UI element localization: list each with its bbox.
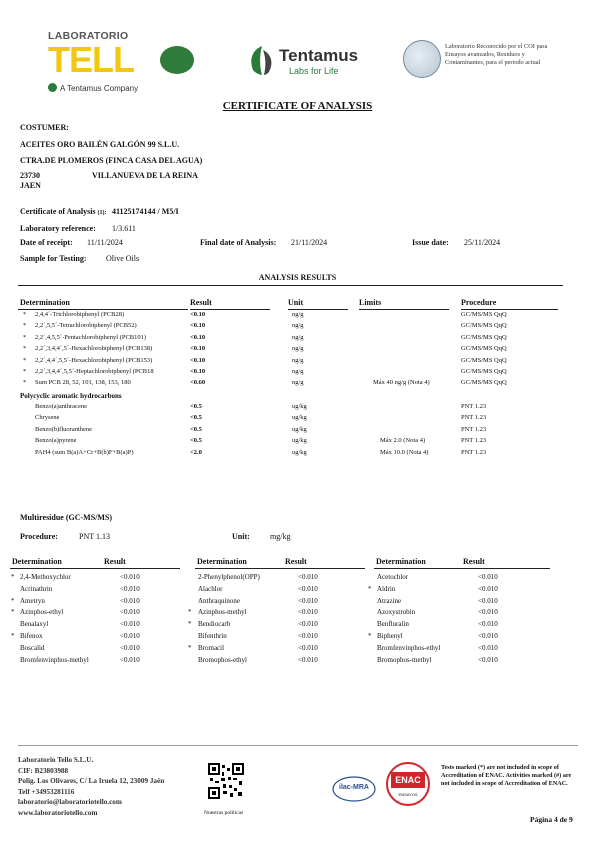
results-top-rule: [18, 285, 563, 286]
mr-rule-1: [10, 568, 180, 569]
pah-name: PAH4 (sum B(a)A+Cr+B(b)F+B(a)P): [35, 448, 134, 456]
residue-result: <0.010: [298, 620, 318, 629]
residue-name: Azinphos-ethyl: [20, 608, 64, 617]
mr-unit-label: Unit:: [232, 532, 250, 541]
footer-line-phone: Telf +34953281116: [18, 787, 75, 796]
pah-heading: Polycyclic aromatic hydrocarbons: [20, 392, 122, 400]
not-accredited-mark: *: [368, 584, 372, 593]
pah-result: <0.5: [190, 437, 202, 445]
not-accredited-mark: *: [11, 632, 15, 640]
mr-unit-value: mg/kg: [270, 532, 291, 541]
pcb-unit: ng/g: [292, 379, 304, 387]
coa-label-sup: (1):: [97, 210, 107, 216]
residue-name: 2,4-Methoxychlor: [20, 573, 71, 581]
mr-col1-det: Determination: [12, 557, 62, 566]
coa-label: [20, 207, 107, 216]
coa-value: 41125174144 / M5/I: [112, 207, 179, 216]
residue-result: <0.010: [298, 632, 318, 640]
tentamus-tagline: Labs for Life: [289, 66, 339, 76]
residue-result: <0.010: [298, 596, 318, 605]
lab-ref-label: Laboratory reference:: [20, 224, 96, 233]
lab-ref-value: 1/3.611: [112, 224, 136, 233]
tello-logo-brand: TELL: [48, 39, 134, 80]
pcb-result: <0.10: [190, 333, 206, 341]
residue-name: Boscalid: [20, 643, 45, 652]
not-accredited-mark: *: [11, 608, 15, 617]
not-accredited-mark: *: [188, 608, 192, 617]
customer-address: CTRA.DE PLOMEROS (FINCA CASA DEL AGUA): [20, 156, 203, 165]
pah-unit: ug/kg: [292, 403, 307, 410]
pcb-limit: Máx 40 ng/g (Nota 4): [373, 379, 430, 387]
tentamus-leaf-icon: [247, 44, 277, 76]
pcb-unit: ng/g: [292, 356, 304, 364]
not-accredited-mark: *: [188, 643, 192, 652]
ilac-text: ilac-MRA: [339, 784, 369, 791]
residue-name: Bromophos-ethyl: [198, 655, 247, 664]
customer-postcode: 23730: [20, 171, 40, 180]
pcb-name: Sum PCB 28, 52, 101, 138, 153, 180: [35, 379, 131, 387]
footer-line-company: Laboratorio Tello S.L.U.: [18, 756, 94, 764]
col-rule-result: [190, 309, 270, 310]
pcb-unit: ng/g: [292, 322, 304, 330]
pcb-name: 2,4,4´-Trichlorobiphenyl (PCB28): [35, 311, 125, 318]
sample-label: Sample for Testing:: [20, 254, 87, 263]
tello-logo-circle: [160, 46, 194, 74]
pcb-result: <0.10: [190, 368, 206, 375]
ilac-mra-logo: [331, 774, 377, 804]
pah-unit: ug/kg: [292, 425, 307, 433]
residue-name: Bromophos-methyl: [377, 655, 432, 664]
pcb-name: 2,2´,3,4,4´,5´-Hexachlorobiphenyl (PCB138): [35, 345, 153, 353]
pcb-result: <0.10: [190, 356, 206, 364]
mr-rule-2: [195, 568, 365, 569]
residue-name: Bifenox: [20, 632, 43, 640]
residue-result: <0.010: [478, 620, 498, 629]
pah-name: Benzo(a)pyrene: [35, 437, 77, 445]
qr-code-icon[interactable]: [208, 763, 244, 799]
not-accredited-mark: *: [11, 596, 15, 605]
residue-result: <0.010: [120, 643, 140, 652]
page-number: Página 4 de 9: [530, 815, 573, 824]
residue-name: Bromfenvinphos-methyl: [20, 655, 89, 664]
pcb-procedure: GC/MS/MS QqQ: [461, 379, 507, 387]
mr-rule-3: [374, 568, 550, 569]
pcb-procedure: GC/MS/MS QqQ: [461, 311, 507, 318]
customer-town: VILLANUEVA DE LA REINA: [92, 171, 198, 180]
issue-date-value: 25/11/2024: [464, 238, 501, 247]
pcb-procedure: GC/MS/MS QqQ: [461, 368, 507, 375]
enac-logo: [386, 762, 430, 816]
col-result: Result: [190, 298, 212, 307]
sample-value: Olive Oils: [106, 254, 140, 263]
residue-result: <0.010: [478, 632, 498, 640]
residue-name: Alachlor: [198, 584, 223, 593]
not-accredited-mark: *: [188, 620, 192, 629]
not-accredited-mark: *: [23, 322, 27, 330]
footer-line-web[interactable]: www.laboratoriotello.com: [18, 808, 98, 817]
residue-result: <0.010: [298, 608, 318, 617]
residue-result: <0.010: [120, 632, 140, 640]
pcb-name: 2,2´,4,4´,5,5´-Hexachlorobiphenyl (PCB153): [35, 356, 153, 364]
residue-name: Biphenyl: [377, 632, 403, 640]
pah-result: <0.5: [190, 403, 202, 410]
enac-text: ENAC: [391, 772, 425, 788]
not-accredited-mark: *: [23, 368, 27, 375]
pcb-unit: ng/g: [292, 333, 304, 341]
coi-globe-icon: [403, 40, 441, 78]
pcb-procedure: GC/MS/MS QqQ: [461, 345, 507, 353]
col-rule-det: [18, 309, 188, 310]
residue-result: <0.010: [120, 620, 140, 629]
residue-result: <0.010: [120, 655, 140, 664]
pah-limit: Máx 10.0 (Nota 4): [380, 448, 429, 456]
tello-logo-sub: A Tentamus Company: [60, 84, 139, 93]
residue-result: <0.010: [478, 573, 498, 581]
residue-name: Azoxystrobin: [377, 608, 416, 617]
residue-result: <0.010: [120, 608, 140, 617]
enac-sub: ENSAYOS: [398, 792, 418, 797]
footer-address: [18, 755, 198, 818]
residue-result: <0.010: [298, 643, 318, 652]
residue-name: Anthraquinone: [198, 596, 240, 605]
pcb-name: 2,2´,3,4,4´,5,5´-Heptachlorobiphenyl (PCB18: [35, 368, 154, 375]
pcb-procedure: GC/MS/MS QqQ: [461, 356, 507, 364]
mr-procedure-value: PNT 1.13: [79, 532, 110, 541]
residue-result: <0.010: [478, 655, 498, 664]
pah-procedure: PNT 1.23: [461, 403, 487, 410]
pah-limit: Máx 2.0 (Nota 4): [380, 437, 426, 445]
customer-label: COSTUMER:: [20, 123, 69, 132]
pah-result: <0.5: [190, 414, 202, 422]
mr-col3-res: Result: [463, 557, 485, 566]
not-accredited-mark: *: [368, 632, 372, 640]
coi-text: Laboratorio Reconocido por el COI para Ensayos avanzados, Residuos y Contaminantes, para el periodo actual: [445, 43, 548, 66]
customer-name: ACEITES ORO BAILÉN GALGÓN 99 S.L.U.: [20, 140, 180, 149]
mr-col2-det: Determination: [197, 557, 247, 566]
residue-result: <0.010: [478, 608, 498, 617]
customer-province: JAEN: [20, 181, 41, 190]
residue-result: <0.010: [120, 584, 140, 593]
qr-caption: Nuestras políticas: [204, 810, 244, 816]
not-accredited-mark: *: [23, 345, 27, 353]
tentamus-name: Tentamus: [279, 46, 359, 65]
residue-result: <0.010: [298, 584, 318, 593]
pcb-name: 2,2´,5,5´-Tetrachlorobiphenyl (PCB52): [35, 322, 137, 330]
col-rule-limits: [359, 309, 449, 310]
pah-procedure: PNT 1.23: [461, 437, 487, 445]
pah-procedure: PNT 1.23: [461, 448, 487, 456]
pah-result: <0.5: [190, 425, 202, 433]
col-rule-proc: [461, 309, 558, 310]
pcb-unit: ng/g: [292, 368, 304, 375]
mr-col3-det: Determination: [376, 557, 426, 566]
receipt-date-value: 11/11/2024: [87, 238, 123, 247]
residue-name: 2-Phenylphenol(OPP): [198, 573, 260, 581]
residue-name: Azinphos-methyl: [198, 608, 247, 617]
final-date-label: Final date of Analysis:: [200, 238, 277, 247]
pah-name: Chrysene: [35, 414, 60, 422]
residue-result: <0.010: [478, 596, 498, 605]
not-accredited-mark: *: [23, 356, 27, 364]
residue-name: Benfluralin: [377, 620, 409, 629]
pah-name: Benzo(b)fluoranthene: [35, 425, 93, 433]
not-accredited-mark: *: [23, 333, 27, 341]
multiresidue-heading: Multiresidue (GC-MS/MS): [20, 513, 113, 522]
pcb-result: <0.10: [190, 311, 206, 318]
not-accredited-mark: *: [23, 379, 27, 387]
residue-name: Bifenthrin: [198, 632, 227, 640]
pcb-unit: ng/g: [292, 311, 304, 318]
pah-procedure: PNT 1.23: [461, 414, 487, 422]
residue-name: Bendiocarb: [198, 620, 231, 629]
pah-unit: ug/kg: [292, 437, 307, 445]
mr-procedure-label: Procedure:: [20, 532, 58, 541]
residue-result: <0.010: [298, 655, 318, 664]
pcb-procedure: GC/MS/MS QqQ: [461, 333, 507, 341]
coi-logo: [403, 40, 563, 80]
tentamus-mini-icon: [48, 83, 57, 92]
pah-unit: ug/kg: [292, 414, 307, 422]
residue-result: <0.010: [478, 643, 498, 652]
residue-result: <0.010: [120, 573, 140, 581]
footer-line-email[interactable]: laboratorio@laboratoriotello.com: [18, 798, 122, 806]
col-rule-unit: [288, 309, 348, 310]
pah-unit: ug/kg: [292, 448, 307, 456]
col-limits: Limits: [359, 298, 382, 307]
residue-name: Acetochlor: [377, 573, 409, 581]
tello-logo-top: LABORATORIO: [48, 30, 129, 42]
not-accredited-mark: *: [11, 573, 15, 581]
final-date-value: 21/11/2024: [291, 238, 328, 247]
residue-result: <0.010: [298, 573, 318, 581]
residue-name: Benalaxyl: [20, 620, 49, 629]
page-title: CERTIFICATE OF ANALYSIS: [222, 100, 373, 112]
col-unit: Unit: [288, 298, 304, 307]
footer-rule: [18, 745, 578, 746]
receipt-date-label: Date of receipt:: [20, 238, 73, 247]
pah-name: Benzo(a)anthracene: [35, 403, 87, 410]
residue-name: Atrazine: [377, 596, 402, 605]
mr-col1-res: Result: [104, 557, 126, 566]
pcb-result: <0.60: [190, 379, 206, 387]
coa-label-text: Certificate of Analysis: [20, 207, 96, 216]
residue-name: Bromacil: [198, 643, 225, 652]
col-determination: Determination: [20, 298, 70, 307]
tentamus-logo: [247, 44, 367, 80]
residue-result: <0.010: [478, 584, 498, 593]
col-procedure: Procedure: [461, 298, 497, 307]
footer-line-cif: CIF: B23803988: [18, 766, 69, 775]
results-heading: ANALYSIS RESULTS: [258, 273, 337, 282]
issue-date-label: Issue date:: [412, 238, 449, 247]
residue-name: Bromfenvinphos-ethyl: [377, 643, 441, 652]
residue-name: Ametryn: [20, 596, 45, 605]
not-accredited-mark: *: [23, 311, 27, 318]
pah-result: <2.0: [190, 448, 202, 456]
pcb-unit: ng/g: [292, 345, 304, 353]
pcb-result: <0.10: [190, 322, 206, 330]
pcb-procedure: GC/MS/MS QqQ: [461, 322, 507, 330]
pah-procedure: PNT 1.23: [461, 425, 487, 433]
pcb-result: <0.10: [190, 345, 206, 353]
footer-line-address: Polig. Los Olivares, C/ La Iruela 12, 23009 Jaén: [18, 777, 165, 785]
tello-logo: [48, 30, 198, 100]
mr-col2-res: Result: [285, 557, 307, 566]
residue-name: Acrinathrin: [20, 584, 53, 593]
residue-name: Aldrin: [377, 584, 396, 593]
accreditation-notes: Tests marked (*) are not included in scope of Accreditation of ENAC. Activities marked (#) are not included in scope of Accreditation of ENAC.: [441, 764, 572, 788]
residue-result: <0.010: [120, 596, 140, 605]
pcb-name: 2,2´,4,5,5´-Pentachlorobiphenyl (PCB101): [35, 333, 147, 341]
